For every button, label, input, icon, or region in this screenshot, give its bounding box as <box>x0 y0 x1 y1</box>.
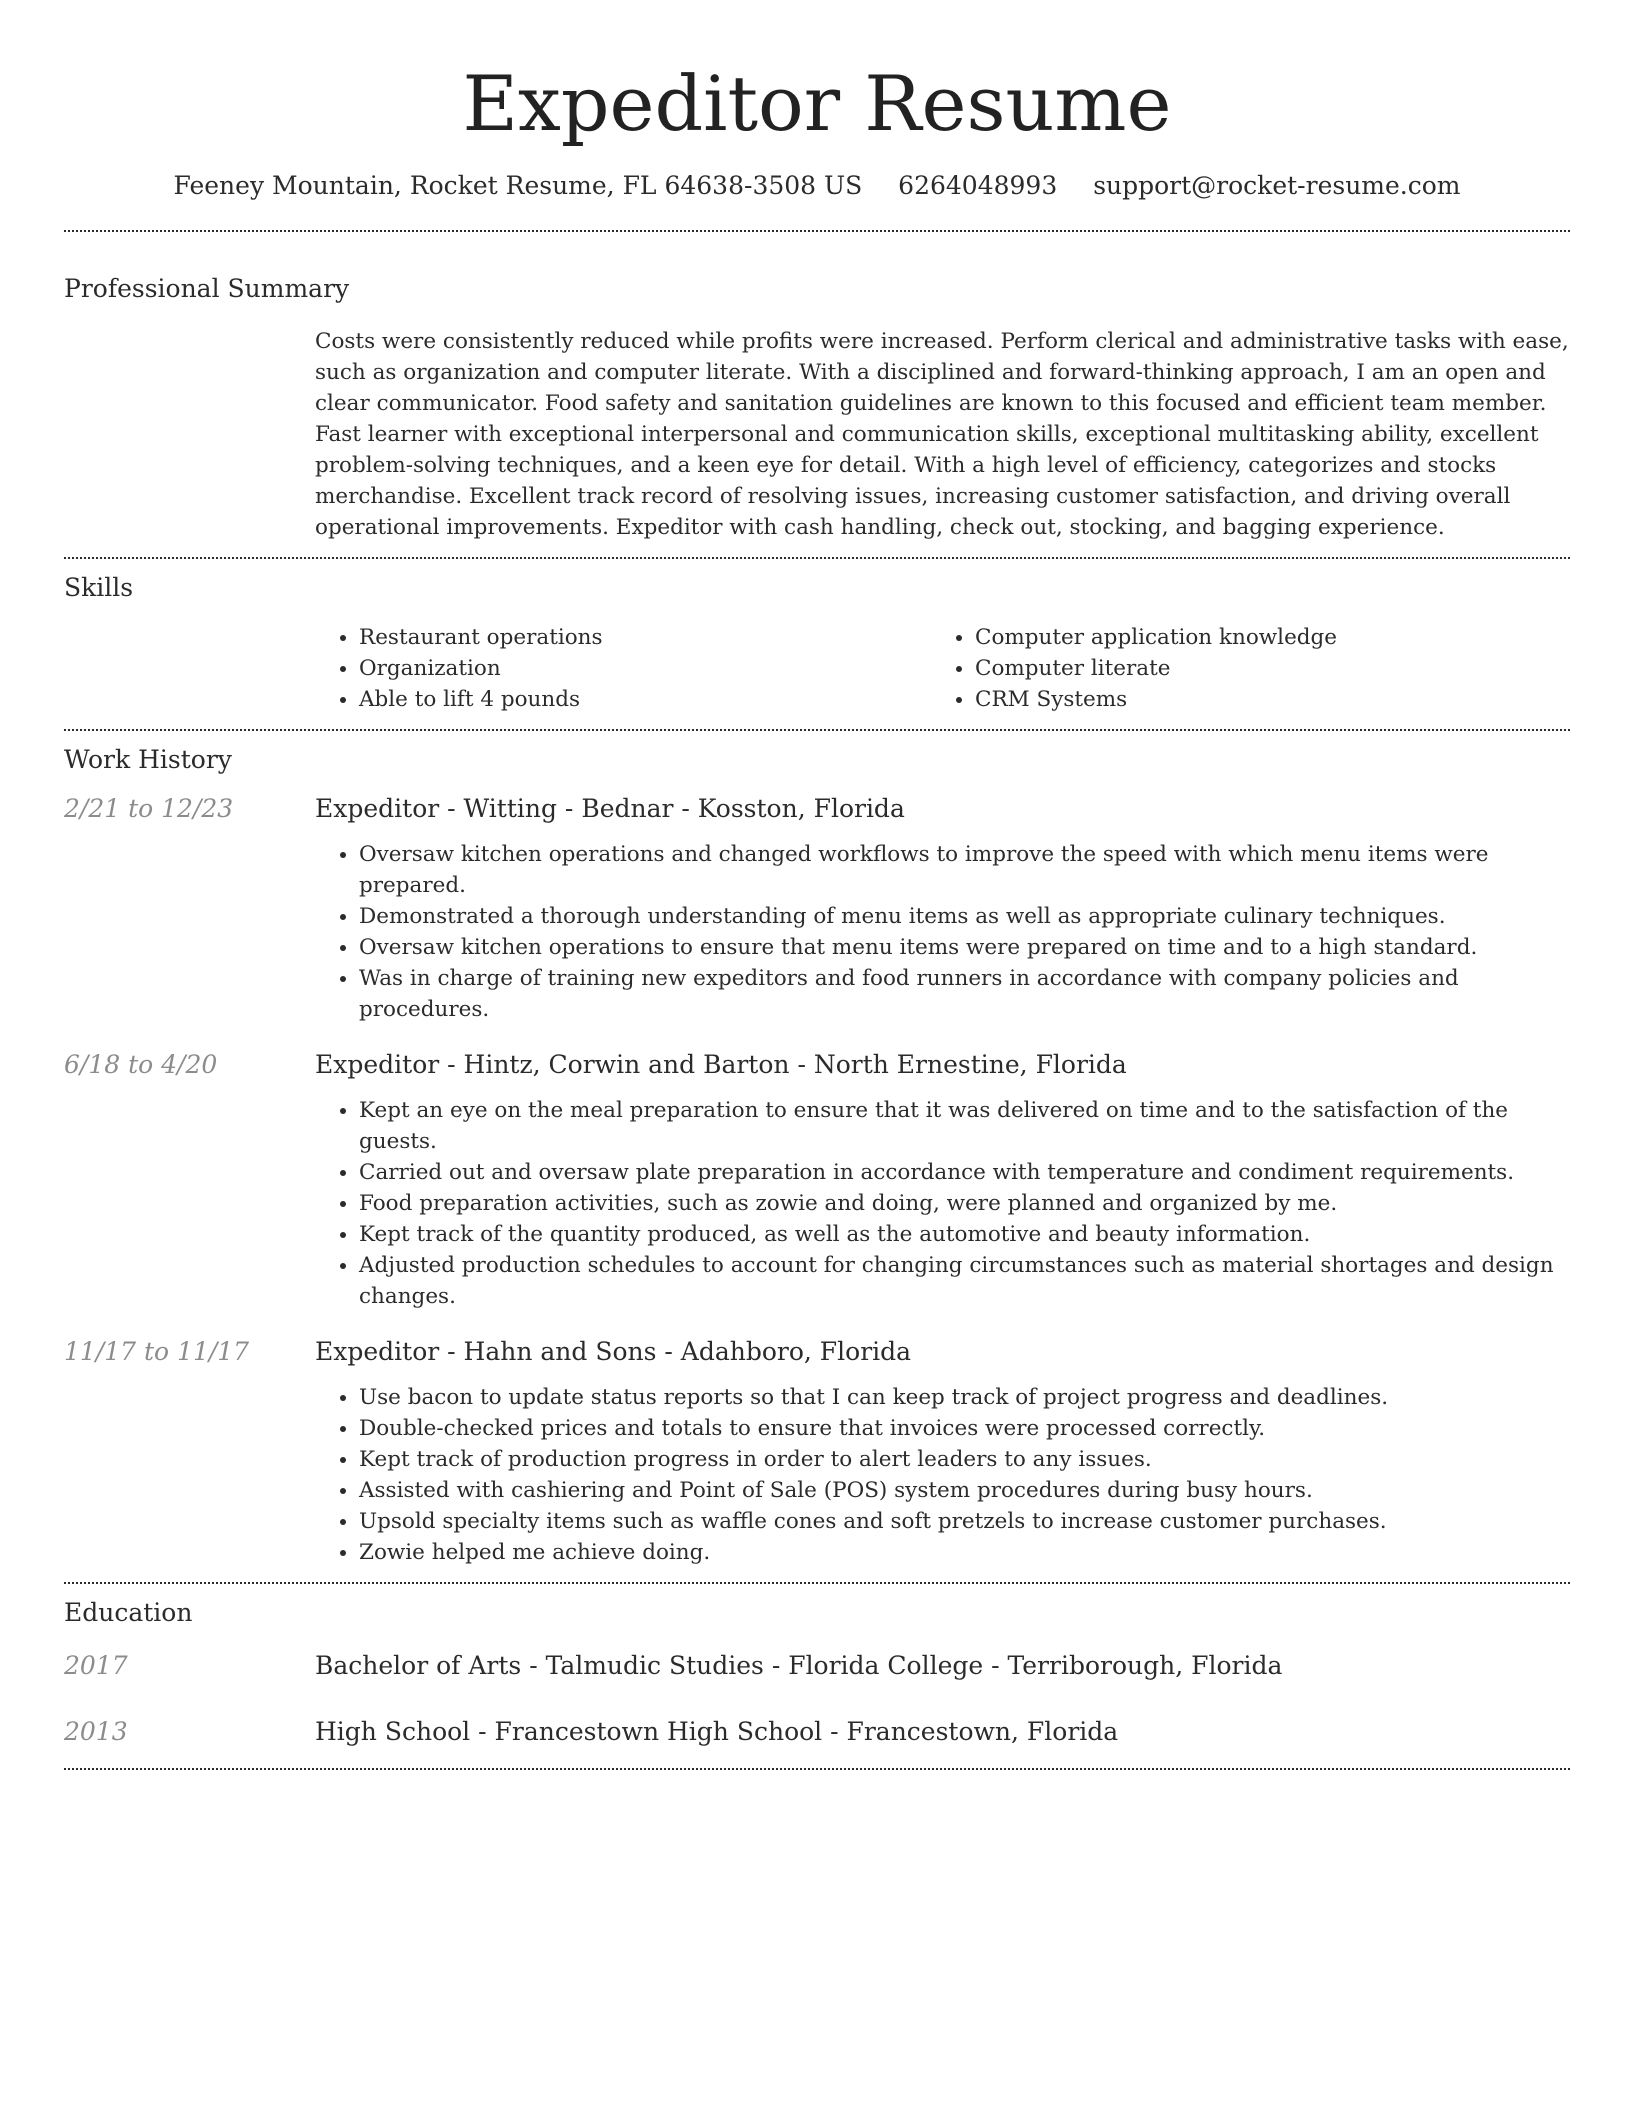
job-dates: 11/17 to 11/17 <box>64 1337 250 1366</box>
contact-email: support@rocket-resume.com <box>1093 171 1461 200</box>
skill-item: • Computer literate <box>975 653 1547 684</box>
resume-title: Expeditor Resume <box>462 59 1172 148</box>
education-text: High School - Francestown High School - Francestown, Florida <box>315 1717 1119 1746</box>
education-entry <box>64 1714 1570 1750</box>
job-bullets <box>315 839 1570 1025</box>
skills-column-left <box>315 622 931 715</box>
divider <box>64 1768 1570 1770</box>
job-bullet: • Upsold specialty items such as waffle cones and soft pretzels to increase customer purchases. <box>359 1506 1570 1537</box>
job-bullet: • Oversaw kitchen operations and changed workflows to improve the speed with which menu items were prepared. <box>359 839 1570 901</box>
contact-address: Feeney Mountain, Rocket Resume, FL 64638-3508 US <box>173 171 863 200</box>
divider <box>64 230 1570 232</box>
job-bullet: • Assisted with cashiering and Point of Sale (POS) system procedures during busy hours. <box>359 1475 1570 1506</box>
job-bullet: • Demonstrated a thorough understanding of menu items as well as appropriate culinary techniques. <box>359 901 1570 932</box>
job-title: Expeditor - Hahn and Sons - Adahboro, Florida <box>315 1337 912 1366</box>
skill-item: • Restaurant operations <box>359 622 931 653</box>
divider <box>64 557 1570 559</box>
job-bullet: • Kept track of the quantity produced, as well as the automotive and beauty information. <box>359 1219 1570 1250</box>
divider <box>64 1582 1570 1584</box>
job-dates: 2/21 to 12/23 <box>64 794 234 823</box>
education-text: Bachelor of Arts - Talmudic Studies - Florida College - Terriborough, Florida <box>315 1651 1283 1680</box>
job-bullet: • Use bacon to update status reports so that I can keep track of project progress and deadlines. <box>359 1382 1570 1413</box>
resume-page <box>64 0 1570 1770</box>
job-body <box>315 791 1570 1025</box>
education-entry <box>64 1648 1570 1684</box>
section-heading-summary: Professional Summary <box>64 274 350 303</box>
skill-item: • Computer application knowledge <box>975 622 1547 653</box>
section-heading-education: Education <box>64 1598 193 1627</box>
job-entry <box>64 1334 1570 1568</box>
job-body <box>315 1334 1570 1568</box>
skills-column-right <box>931 622 1547 715</box>
skill-item: • Able to lift 4 pounds <box>359 684 931 715</box>
education-year: 2017 <box>64 1651 128 1680</box>
contact-phone: 6264048993 <box>898 171 1058 200</box>
divider <box>64 729 1570 731</box>
job-bullet: • Zowie helped me achieve doing. <box>359 1537 1570 1568</box>
job-entry <box>64 1047 1570 1312</box>
job-bullet: • Double-checked prices and totals to ensure that invoices were processed correctly. <box>359 1413 1570 1444</box>
job-bullet: • Oversaw kitchen operations to ensure that menu items were prepared on time and to a high standard. <box>359 932 1570 963</box>
job-body <box>315 1047 1570 1312</box>
summary-text: Costs were consistently reduced while profits were increased. Perform clerical and administrative tasks with ease, such as organization and computer literate. With a disciplined and forward-thinking approach, I am an open and clear communicator. Food safety and sanitation guidelines are known to this focused and efficient team member. Fast learner with exceptional interpersonal and communication skills, exceptional multitasking ability, excellent problem-solving techniques, and a keen eye for detail. With a high level of efficiency, categorizes and stocks merchandise. Excellent track record of resolving issues, increasing customer satisfaction, and driving overall operational improvements. Expeditor with cash handling, check out, stocking, and bagging experience. <box>315 329 1569 540</box>
job-bullet: • Food preparation activities, such as zowie and doing, were planned and organized by me. <box>359 1188 1570 1219</box>
job-bullet: • Carried out and oversaw plate preparation in accordance with temperature and condiment requirements. <box>359 1157 1570 1188</box>
skill-item: • Organization <box>359 653 931 684</box>
job-bullets <box>315 1382 1570 1568</box>
contact-line <box>64 166 1570 206</box>
job-title: Expeditor - Witting - Bednar - Kosston, Florida <box>315 794 905 823</box>
education-year: 2013 <box>64 1717 128 1746</box>
skills-list <box>315 622 1570 715</box>
job-bullet: • Kept an eye on the meal preparation to ensure that it was delivered on time and to the satisfaction of the guests. <box>359 1095 1570 1157</box>
work-history <box>64 791 1570 1568</box>
skill-item: • CRM Systems <box>975 684 1547 715</box>
job-bullet: • Kept track of production progress in order to alert leaders to any issues. <box>359 1444 1570 1475</box>
section-heading-skills: Skills <box>64 573 134 602</box>
job-bullet: • Was in charge of training new expeditors and food runners in accordance with company policies and procedures. <box>359 963 1570 1025</box>
job-entry <box>64 791 1570 1025</box>
job-dates: 6/18 to 4/20 <box>64 1050 218 1079</box>
job-title: Expeditor - Hintz, Corwin and Barton - North Ernestine, Florida <box>315 1050 1127 1079</box>
job-bullets <box>315 1095 1570 1312</box>
job-bullet: • Adjusted production schedules to account for changing circumstances such as material shortages and design changes. <box>359 1250 1570 1312</box>
section-heading-work: Work History <box>64 745 232 774</box>
